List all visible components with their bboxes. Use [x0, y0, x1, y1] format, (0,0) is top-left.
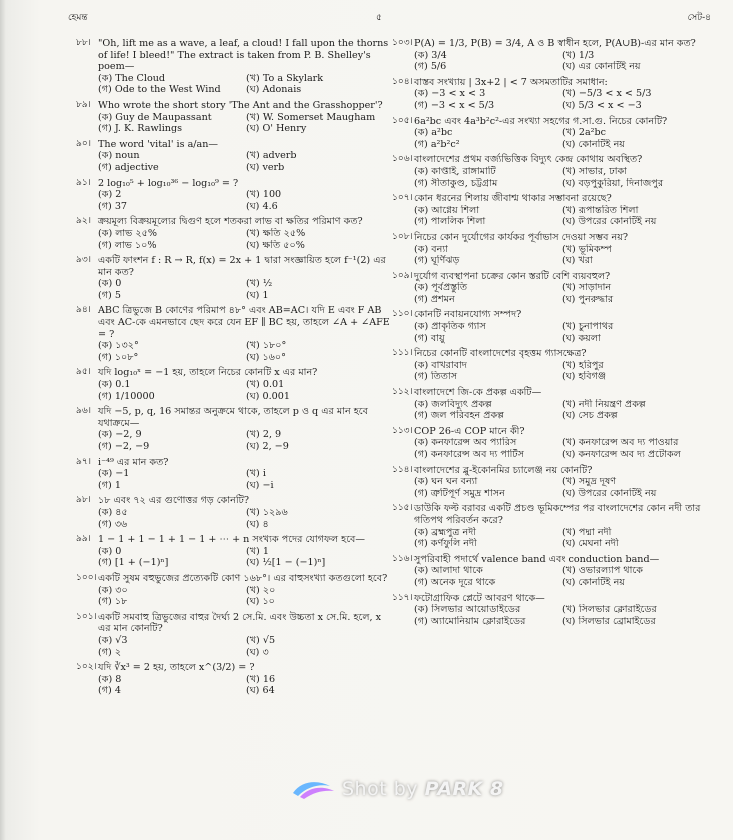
answer-options	[414, 205, 710, 228]
answer-option: (ক) 0	[98, 545, 122, 557]
question-text: 1 − 1 + 1 − 1 + 1 − 1 + ⋯ + n সংখ্যক পদের যোগফল হবে—	[98, 534, 365, 546]
answer-options	[414, 360, 710, 383]
answer-option: (ঘ) ১৬০°	[246, 351, 286, 363]
answer-option: (ঘ) কোনটিই নয়	[562, 576, 625, 588]
answer-option: (গ) ১০৮°	[98, 351, 139, 363]
question-text: বাংলাদেশে জি-কে প্রকল্প একটি—	[414, 387, 542, 399]
camera-watermark	[290, 778, 504, 800]
answer-option: (ঘ) সেচ প্রকল্প	[562, 410, 618, 422]
question-number: ১১৫।	[392, 503, 413, 514]
answer-option: (ক) 8	[98, 673, 122, 685]
answer-option: (গ) 5/6	[414, 61, 447, 73]
answer-option: (খ) −5/3 < x < 5/3	[562, 88, 652, 100]
question	[76, 100, 394, 135]
answer-option: (খ) To a Skylark	[246, 72, 324, 84]
question	[392, 271, 710, 306]
question-number: ৯৮।	[76, 495, 91, 506]
answer-option: (ক) 2	[98, 189, 122, 201]
answer-option: (ক) ৪৫	[98, 506, 128, 518]
answer-option: (খ) রূপান্তরিত শিলা	[562, 204, 639, 216]
question	[76, 406, 394, 452]
question-text: Who wrote the short story 'The Ant and the Grasshopper'?	[98, 99, 383, 111]
answer-option: (ক) আগ্নেয় শিলা	[414, 204, 480, 216]
question-text: দুর্যোগ ব্যবস্থাপনা চক্রের কোন স্তরটি বেশি ব্যয়বহুল?	[414, 270, 611, 282]
question-text: যদি −5, p, q, 16 সমান্তর অনুক্রমে থাকে, তাহলে p ও q এর মান হবে যথাক্রমে—	[98, 406, 368, 429]
question-text: বাংলাদেশের প্রথম বর্জ্যভিত্তিক বিদ্যুৎ কেন্দ্র কোথায় অবস্থিত?	[414, 154, 643, 166]
answer-option: (গ) [1 + (−1)ⁿ]	[98, 557, 169, 569]
answer-option: (ঘ) উপরের কোনটিই নয়	[562, 487, 657, 499]
answer-option: (গ) ২	[98, 646, 122, 658]
answer-options	[414, 437, 710, 460]
answer-option: (ক) ব্রহ্মপুত্র নদী	[414, 526, 476, 538]
answer-option: (ঘ) উপরের কোনটিই নয়	[562, 216, 657, 228]
question	[392, 348, 710, 383]
question	[392, 593, 710, 628]
answer-option: (গ) কর্ণফুলি নদী	[414, 538, 477, 550]
question-text: "Oh, lift me as a wave, a leaf, a cloud! I fall upon the thorns of life! I bleed!" The extract is taken from P. B. Shelley's poem—	[98, 38, 389, 73]
answer-option: (ক) বাখরাবাদ	[414, 359, 467, 371]
answer-options	[98, 507, 394, 530]
answer-option: (ঘ) 1	[246, 289, 269, 301]
page-number: ৫	[376, 13, 382, 23]
question-text: একটি ফাংশন f : R → R, f(x) = 2x + 1 দ্বারা সংজ্ঞায়িত হলে f⁻¹(2) এর মান কত?	[98, 255, 386, 278]
answer-option: (খ) 1	[246, 545, 269, 557]
page-header-left: হেমন্ত	[68, 13, 88, 23]
question-number: ৮৯।	[76, 99, 91, 110]
question-number: ৯০।	[76, 138, 91, 149]
answer-options	[414, 565, 710, 588]
answer-option: (গ) ত্রুটিপূর্ণ সমুদ্র শাসন	[414, 487, 505, 499]
question-text: সুপরিবাহী পদার্থে valence band এবং conduction band—	[414, 553, 660, 565]
answer-option: (গ) ১৮	[98, 596, 128, 608]
question-number: ৯৪।	[76, 305, 91, 316]
question	[392, 116, 710, 151]
answer-option: (খ) সমুদ্র দূষণ	[562, 476, 617, 488]
answer-option: (ক) প্রাকৃতিক গ্যাস	[414, 321, 486, 333]
answer-option: (খ) ওভারল্যাপ থাকে	[562, 565, 643, 577]
answer-option: (ক) −1	[98, 468, 130, 480]
question-number: ১১২।	[392, 387, 413, 398]
answer-option: (গ) ঘূর্ণিঝড়	[414, 255, 460, 267]
answer-option: (ঘ) 0.001	[246, 390, 290, 402]
question	[392, 503, 710, 549]
answer-option: (ঘ) −i	[246, 479, 274, 491]
answer-option: (ঘ) বড়পুকুরিয়া, দিনাজপুর	[562, 177, 664, 189]
answer-option: (গ) সীতাকুণ্ড, চট্টগ্রাম	[414, 177, 498, 189]
answer-option: (খ) 2a²bc	[562, 127, 607, 139]
answer-option: (খ) চুনাপাথর	[562, 321, 614, 333]
answer-options	[414, 166, 710, 189]
answer-options	[414, 282, 710, 305]
answer-options	[98, 585, 394, 608]
question-number: ১০৭।	[392, 193, 413, 204]
answer-option: (ক) ঘন ঘন বন্যা	[414, 476, 478, 488]
answer-option: (ক) লাভ ২৫%	[98, 227, 157, 239]
question	[392, 465, 710, 500]
answer-option: (ঘ) 5/3 < x < −3	[562, 99, 642, 111]
answer-option: (ক) Guy de Maupassant	[98, 111, 212, 123]
question	[76, 38, 394, 96]
answer-option: (গ) ৩৬	[98, 518, 128, 530]
set-label: সেট-৪	[687, 13, 711, 23]
question-number: ১০৯।	[392, 270, 413, 281]
question-number: ৯৭।	[76, 456, 91, 467]
answer-option: (ঘ) ১০	[246, 596, 275, 608]
answer-options	[98, 278, 394, 301]
answer-option: (খ) W. Somerset Maugham	[246, 111, 376, 123]
answer-option: (ঘ) ½[1 − (−1)ⁿ]	[246, 557, 326, 569]
answer-option: (ক) জলবিদ্যুৎ প্রকল্প	[414, 398, 492, 410]
question	[392, 232, 710, 267]
answer-option: (ঘ) সিলভার ব্রোমাইডের	[562, 615, 656, 627]
answer-option: (ক) আলাদা থাকে	[414, 565, 483, 577]
question-number: ১১৬।	[392, 553, 413, 564]
answer-options	[98, 546, 394, 569]
question-number: ১১১।	[392, 348, 413, 359]
watermark-swirl-icon	[290, 778, 336, 800]
question	[392, 154, 710, 189]
question-number: ১০৮।	[392, 231, 413, 242]
answer-option: (গ) লাভ ১০%	[98, 239, 157, 251]
answer-option: (গ) 37	[98, 200, 128, 212]
answer-option: (ক) The Cloud	[98, 72, 166, 84]
question-text: একটি সুষম বহুভুজের প্রত্যেকটি কোণ ১৬৮°। এর বাহুসংখ্যা কতগুলো হবে?	[98, 572, 388, 584]
question	[392, 387, 710, 422]
question-text: বাস্তব সংখ্যায় | 3x+2 | < 7 অসমতাটির সমাধান:	[414, 76, 608, 88]
answer-option: (খ) ১২৯৬	[246, 506, 288, 518]
answer-option: (ঘ) মেঘনা নদী	[562, 538, 619, 550]
question-text: ১৮ এবং ৭২ এর গুণোত্তর গড় কোনটি?	[98, 495, 250, 507]
answer-option: (খ) পদ্মা নদী	[562, 526, 612, 538]
answer-option: (ক) ৩০	[98, 584, 128, 596]
question-text: কোন ধরনের শিলায় জীবাশ্ম থাকার সম্ভাবনা রয়েছে?	[414, 193, 612, 205]
answer-option: (ঘ) Adonais	[246, 84, 302, 96]
answer-options	[414, 604, 710, 627]
answer-option: (ঘ) 4.6	[246, 200, 278, 212]
question-number: ৮৮।	[76, 38, 91, 48]
question	[76, 457, 394, 492]
question	[392, 193, 710, 228]
answer-option: (ঘ) পুনরুদ্ধার	[562, 293, 614, 305]
answer-option: (গ) a²b²c²	[414, 138, 460, 150]
answer-option: (গ) J. K. Rawlings	[98, 123, 183, 135]
question	[76, 305, 394, 363]
answer-option: (গ) পাললিক শিলা	[414, 216, 486, 228]
answer-options	[98, 150, 394, 173]
answer-options	[98, 635, 394, 658]
question-number: ১০১।	[76, 611, 97, 622]
question	[76, 139, 394, 174]
question	[76, 495, 394, 530]
answer-option: (গ) −2, −9	[98, 441, 150, 452]
answer-option: (গ) adjective	[98, 161, 159, 173]
question-number: ১০২।	[76, 662, 97, 673]
answer-option: (ক) ১৩২°	[98, 340, 139, 352]
question-number: ১০৬।	[392, 154, 413, 165]
answer-option: (ঘ) ৪	[246, 518, 269, 530]
answer-option: (খ) ½	[246, 278, 273, 290]
question-text: i⁻⁴⁹ এর মান কত?	[98, 456, 169, 468]
question-number: ৯৯।	[76, 534, 91, 545]
answer-option: (ক) √3	[98, 634, 128, 646]
question-text: ক্রয়মূল্য বিক্রয়মূল্যের দ্বিগুণ হলে শতকরা লাভ বা ক্ষতির পরিমাণ কত?	[98, 216, 363, 228]
answer-option: (গ) কনফারেন্স অব দ্য পার্টিস	[414, 449, 524, 460]
answer-option: (খ) ১৮০°	[246, 340, 287, 352]
answer-option: (খ) √5	[246, 634, 276, 646]
answer-option: (গ) তিতাস	[414, 371, 458, 383]
answer-option: (ঘ) এর কোনটিই নয়	[562, 61, 641, 73]
answer-option: (ক) −2, 9	[98, 429, 142, 441]
answer-option: (গ) প্রশমন	[414, 293, 455, 305]
question-text: P(A) = 1/3, P(B) = 3/4, A ও B স্বাধীন হলে, P(A∪B)-এর মান কত?	[414, 38, 696, 49]
answer-option: (ঘ) 2, −9	[246, 441, 289, 452]
answer-option: (ক) noun	[98, 150, 140, 162]
answer-option: (ক) কাপ্তাই, রাঙ্গামাটি	[414, 165, 496, 177]
answer-option: (খ) ২০	[246, 584, 276, 596]
question	[392, 426, 710, 461]
question-text: The word 'vital' is a/an—	[98, 138, 219, 150]
question-number: ১০৪।	[392, 76, 413, 87]
answer-option: (ক) কনফারেন্স অব প্যারিস	[414, 437, 517, 449]
watermark-shot-by: Shot by	[342, 778, 419, 800]
question-number: ১১৩।	[392, 425, 413, 436]
answer-option: (খ) হরিপুর	[562, 359, 604, 371]
question-number: ১১৪।	[392, 464, 413, 475]
question-number: ৯১।	[76, 177, 91, 188]
answer-option: (গ) জল পরিবহন প্রকল্প	[414, 410, 505, 422]
answer-option: (ঘ) কোনটিই নয়	[562, 138, 625, 150]
question-number: ১০৫।	[392, 115, 413, 126]
question-number: ৯৩।	[76, 255, 91, 266]
question	[392, 38, 710, 73]
answer-option: (গ) 4	[98, 685, 121, 697]
answer-option: (ক) −3 < x < 3	[414, 88, 486, 100]
question-text: 2 log₁₀⁵ + log₁₀³⁶ − log₁₀⁹ = ?	[98, 177, 239, 189]
question	[76, 178, 394, 213]
answer-option: (ঘ) কনফারেন্স অব দ্য প্রটোকল	[562, 449, 681, 460]
answer-options	[98, 674, 394, 697]
answer-option: (গ) 1	[98, 479, 121, 491]
answer-options	[98, 189, 394, 212]
answer-options	[414, 88, 710, 111]
answer-options	[414, 476, 710, 499]
answer-options	[98, 73, 394, 96]
question-number: ৯৬।	[76, 406, 91, 417]
answer-options	[98, 429, 394, 452]
answer-option: (খ) সাড়াদান	[562, 282, 612, 294]
left-question-column	[76, 38, 394, 701]
question-text: কোনটি নবায়নযোগ্য সম্পদ?	[414, 309, 522, 321]
answer-option: (খ) ক্ষতি ২৫%	[246, 227, 306, 239]
question	[76, 255, 394, 301]
question-text: ডাউকি ফল্ট বরাবর একটি প্রচণ্ড ভূমিকম্পের পর বাংলাদেশের কোন নদী তার গতিপথ পরিবর্তন করে?	[414, 503, 701, 526]
question	[76, 216, 394, 251]
answer-options	[414, 399, 710, 422]
answer-option: (খ) 16	[246, 673, 276, 685]
answer-option: (খ) ভূমিকম্প	[562, 243, 612, 255]
answer-option: (ক) বন্যা	[414, 243, 448, 255]
answer-option: (গ) 1/10000	[98, 390, 155, 402]
watermark-brand: PARK 8	[424, 778, 504, 800]
answer-option: (গ) −3 < x < 5/3	[414, 99, 495, 111]
answer-option: (ঘ) verb	[246, 161, 285, 173]
answer-option: (ক) পূর্বপ্রস্তুতি	[414, 282, 468, 294]
answer-option: (ঘ) ক্ষতি ৫০%	[246, 239, 305, 251]
answer-option: (ঘ) কয়লা	[562, 332, 601, 344]
answer-options	[98, 340, 394, 363]
question-text: 6a²bc এবং 4a³b²c²-এর সংখ্যা সহগের গ.সা.গু. নিচের কোনটি?	[414, 115, 668, 127]
question	[76, 662, 394, 697]
question-text: যদি ∛x³ = 2 হয়, তাহলে x^(3/2) = ?	[98, 662, 255, 674]
question	[392, 554, 710, 589]
answer-option: (ঘ) 64	[246, 685, 275, 697]
answer-options	[98, 379, 394, 402]
answer-options	[414, 527, 710, 550]
answer-option: (খ) 0.01	[246, 379, 285, 391]
answer-options	[98, 468, 394, 491]
answer-option: (গ) Ode to the West Wind	[98, 84, 221, 96]
answer-option: (ঘ) খরা	[562, 255, 593, 267]
answer-option: (ক) 3/4	[414, 49, 447, 61]
question-text: নিচের কোন দুর্যোগের কার্যকর পূর্বাভাস দেওয়া সম্ভব নয়?	[414, 231, 628, 243]
answer-options	[98, 228, 394, 251]
answer-option: (খ) adverb	[246, 150, 297, 162]
question	[76, 367, 394, 402]
question-number: ১১৭।	[392, 592, 413, 603]
answer-option: (খ) i	[246, 468, 266, 480]
answer-option: (ঘ) হবিগঞ্জ	[562, 371, 607, 383]
question-number: ১১০।	[392, 309, 413, 320]
answer-option: (গ) অনেক দূরে থাকে	[414, 576, 496, 588]
answer-option: (গ) 5	[98, 289, 121, 301]
question-number: ৯২।	[76, 216, 91, 227]
question-text: একটি সমবাহু ত্রিভুজের বাহুর দৈর্ঘ্য 2 সে.মি. এবং উচ্চতা x সে.মি. হলে, x এর মান কোনটি?	[98, 611, 382, 635]
question-number: ১০৩।	[392, 38, 413, 48]
answer-options	[414, 244, 710, 267]
answer-options	[414, 50, 710, 73]
answer-options	[98, 112, 394, 135]
answer-option: (খ) 1/3	[562, 49, 595, 61]
question-text: বাংলাদেশের ব্লু-ইকোনমির চ্যালেঞ্জ নয় কোনটি?	[414, 464, 593, 476]
answer-option: (খ) সাভার, ঢাকা	[562, 165, 627, 177]
question-text: ফটোগ্রাফিক প্লেটে আবরণ থাকে—	[414, 592, 545, 604]
right-question-column	[392, 38, 710, 631]
question-text: যদি log₁₀ˣ = −1 হয়, তাহলে নিচের কোনটি x এর মান?	[98, 367, 318, 379]
answer-option: (খ) 2, 9	[246, 429, 282, 441]
question	[76, 612, 394, 658]
question-text: নিচের কোনটি বাংলাদেশের বৃহত্তম গ্যাসক্ষেত্র?	[414, 348, 587, 360]
answer-option: (ক) 0	[98, 278, 122, 290]
answer-option: (খ) কনফারেন্স অব দ্য পাওয়ার	[562, 437, 679, 449]
answer-option: (খ) সিলভার ক্লোরাইডের	[562, 604, 657, 616]
answer-option: (খ) 100	[246, 189, 282, 201]
question	[76, 534, 394, 569]
answer-option: (ক) 0.1	[98, 379, 131, 391]
question-number: ৯৫।	[76, 367, 91, 378]
answer-option: (ঘ) ৩	[246, 646, 269, 658]
answer-options	[414, 127, 710, 150]
answer-option: (ঘ) O' Henry	[246, 123, 307, 135]
question	[392, 309, 710, 344]
answer-option: (ক) a²bc	[414, 127, 453, 139]
answer-options	[414, 321, 710, 344]
question-number: ১০০।	[76, 572, 97, 583]
question	[392, 77, 710, 112]
question-text: ABC ত্রিভুজে B কোণের পরিমাপ ৪৮° এবং AB=AC। যদি E এবং F AB এবং AC-কে এমনভাবে ছেদ করে যেন EF ∥ BC হয়, তাহলে ∠A + ∠AFE = ?	[98, 305, 390, 340]
answer-option: (গ) অ্যামোনিয়াম ক্লোরাইডের	[414, 615, 526, 627]
answer-option: (গ) বায়ু	[414, 332, 445, 344]
question	[76, 573, 394, 608]
answer-option: (ক) সিলভার আয়োডাইডের	[414, 604, 521, 616]
question-text: COP 26-এ COP মানে কী?	[414, 425, 525, 437]
answer-option: (খ) নদী নিয়ন্ত্রণ প্রকল্প	[562, 398, 646, 410]
